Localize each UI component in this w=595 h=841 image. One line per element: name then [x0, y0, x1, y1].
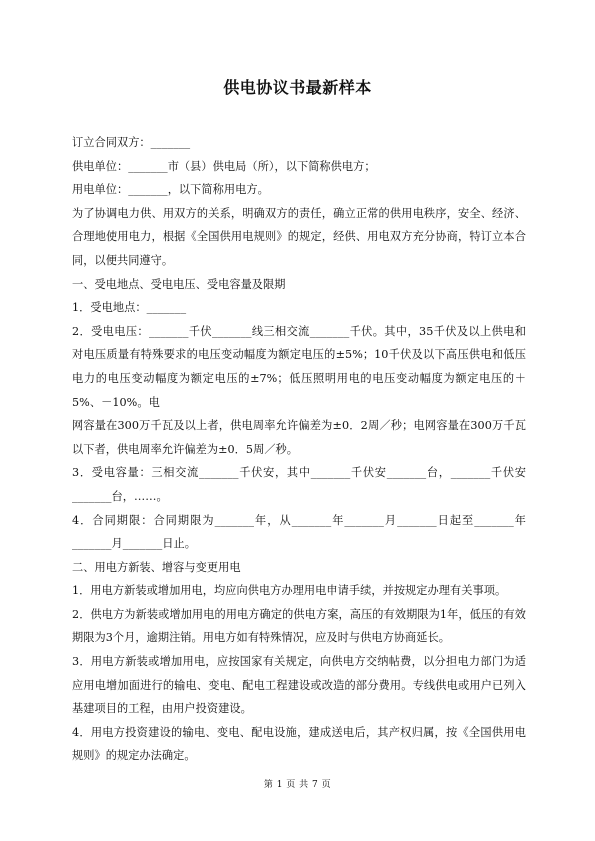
section-heading-2: 二、用电方新装、增容与变更用电 [72, 560, 241, 574]
clause-1-1: 1．受电地点：_______ [72, 301, 187, 315]
clause-1-2-continued: 网容量在300万千瓦及以上者，供电周率允许偏差为±0．2周／秒；电网容量在300万千瓦以下者，供电周率允许偏差为±0．5周／秒。 [72, 419, 526, 456]
clause-1-4: 4．合同期限：合同期限为_______年，从_______年_______月_______日起至_______年_______月_______日止。 [72, 513, 526, 551]
preamble-paragraph: 为了协调电力供、用双方的关系，明确双方的责任，确立正常的供用电秩序，安全、经济、合理地使用电力，根据《全国供用电规则》的规定，经供、用电双方充分协商，特订立本合同，以便共同遵守。 [72, 206, 526, 267]
clause-2-2: 2．供电方为新装或增加用电的用电方确定的供电方案，高压的有效期限为1年，低压的有效期限为3个月，逾期注销。用电方如有特殊情况，应及时与供电方协商延长。 [72, 607, 526, 645]
document-title: 供电协议书最新样本 [223, 78, 372, 97]
page-number-footer: 第 1 页 共 7 页 [263, 780, 332, 790]
consumer-line: 用电单位：_______，以下简称用电方。 [72, 183, 269, 197]
document-body [72, 131, 526, 768]
clause-1-3: 3．受电容量：三相交流_______千伏安，其中_______千伏安_______台，_______千伏安_______台，……。 [72, 466, 526, 503]
supplier-line: 供电单位：_______市（县）供电局（所），以下简称供电方； [72, 159, 376, 173]
clause-1-2: 2．受电电压：_______千伏_______线三相交流_______千伏。其中，35千伏及以上供电和对电压质量有特殊要求的电压变动幅度为额定电压的±5%；10千伏及以下高压供电和低压电力的电压变动幅度为额定电压的±7%；低压照明用电的电压变动幅度为额定电压的＋5%、－10%。电 [72, 324, 526, 409]
contract-parties-line: 订立合同双方：_______ [72, 136, 191, 149]
clause-2-3: 3．用电方新装或增加用电，应按国家有关规定，向供电方交纳帖费，以分担电力部门为适应用电增加面进行的输电、变电、配电工程建设或改造的部分费用。专线供电或用户已列入基建项目的工程，由用户投资建设。 [72, 655, 526, 716]
section-heading-1: 一、受电地点、受电电压、受电容量及限期 [72, 277, 286, 291]
clause-2-4: 4．用电方投资建设的输电、变电、配电设施，建成送电后，其产权归属，按《全国供用电规则》的规定办法确定。 [72, 725, 526, 763]
clause-2-1: 1．用电方新装或增加用电，均应向供电方办理用电申请手续，并按规定办理有关事项。 [72, 584, 507, 598]
